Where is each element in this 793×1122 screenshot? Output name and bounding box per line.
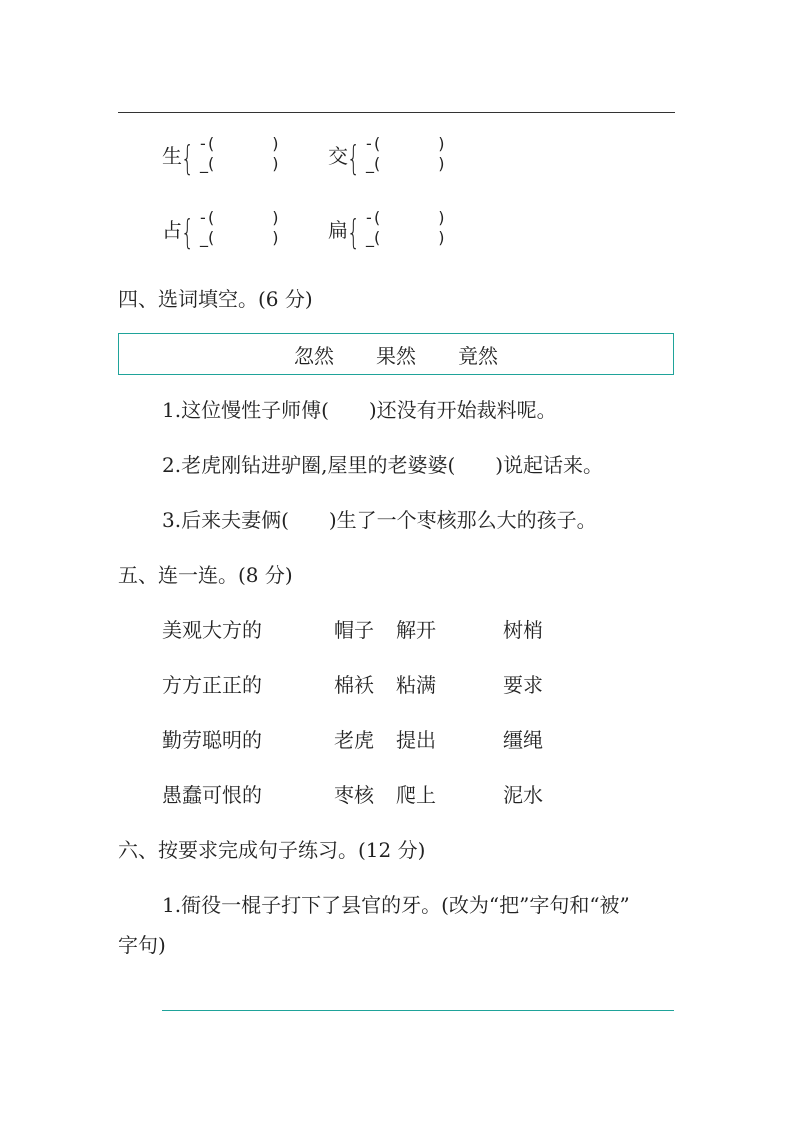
match-col4[interactable]: 要求 [503, 673, 543, 697]
match-col2[interactable]: 棉袄 [334, 673, 374, 697]
match-col2[interactable]: 老虎 [334, 728, 374, 752]
match-col2[interactable]: 枣核 [334, 783, 374, 807]
match-col1[interactable]: 美观大方的 [162, 618, 262, 642]
question-text: 1.衙役一棍子打下了县官的牙。(改为“把”字句和“被” [162, 893, 630, 917]
answer-slot[interactable]: - ( ) [200, 134, 279, 153]
answer-slot[interactable]: - ( ) [366, 208, 445, 227]
fill-blank-item[interactable]: 2.老虎刚钻进驴圈,屋里的老婆婆( )说起话来。 [162, 453, 604, 477]
word-bank [118, 333, 674, 375]
word-option: 竟然 [458, 343, 498, 368]
match-col2[interactable]: 帽子 [334, 618, 374, 642]
brace-icon: { [347, 213, 360, 253]
polyphone-char: 生 [162, 144, 182, 168]
section-heading: 四、选词填空。(6 分) [118, 287, 313, 311]
answer-slot[interactable]: - ( ) [366, 134, 445, 153]
match-col3[interactable]: 解开 [396, 618, 436, 642]
word-option: 忽然 [294, 343, 334, 368]
answer-slot[interactable]: - ( ) [200, 208, 279, 227]
match-col3[interactable]: 粘满 [396, 673, 436, 697]
section-heading: 五、连一连。(8 分) [118, 563, 293, 587]
question-text-cont: 字句) [118, 933, 166, 957]
brace-icon: { [181, 139, 194, 179]
brace-icon: { [347, 139, 360, 179]
answer-slot[interactable]: _( ) [366, 154, 445, 173]
polyphone-char: 占 [162, 218, 182, 242]
match-col1[interactable]: 方方正正的 [162, 673, 262, 697]
section-heading: 六、按要求完成句子练习。(12 分) [118, 838, 426, 862]
fill-blank-item[interactable]: 1.这位慢性子师傅( )还没有开始裁料呢。 [162, 398, 557, 422]
match-col4[interactable]: 缰绳 [503, 728, 543, 752]
polyphone-char: 交 [328, 144, 348, 168]
match-col4[interactable]: 泥水 [503, 783, 543, 807]
match-col1[interactable]: 愚蠢可恨的 [162, 783, 262, 807]
match-col3[interactable]: 爬上 [396, 783, 436, 807]
answer-slot[interactable]: _( ) [200, 154, 279, 173]
top-rule [118, 112, 675, 113]
polyphone-char: 扁 [328, 218, 348, 242]
match-col4[interactable]: 树梢 [503, 618, 543, 642]
answer-slot[interactable]: _( ) [366, 228, 445, 247]
match-col1[interactable]: 勤劳聪明的 [162, 728, 262, 752]
answer-line[interactable] [162, 1010, 674, 1011]
fill-blank-item[interactable]: 3.后来夫妻俩( )生了一个枣核那么大的孩子。 [162, 508, 597, 532]
answer-slot[interactable]: _( ) [200, 228, 279, 247]
match-col3[interactable]: 提出 [396, 728, 436, 752]
brace-icon: { [181, 213, 194, 253]
word-option: 果然 [376, 343, 416, 368]
